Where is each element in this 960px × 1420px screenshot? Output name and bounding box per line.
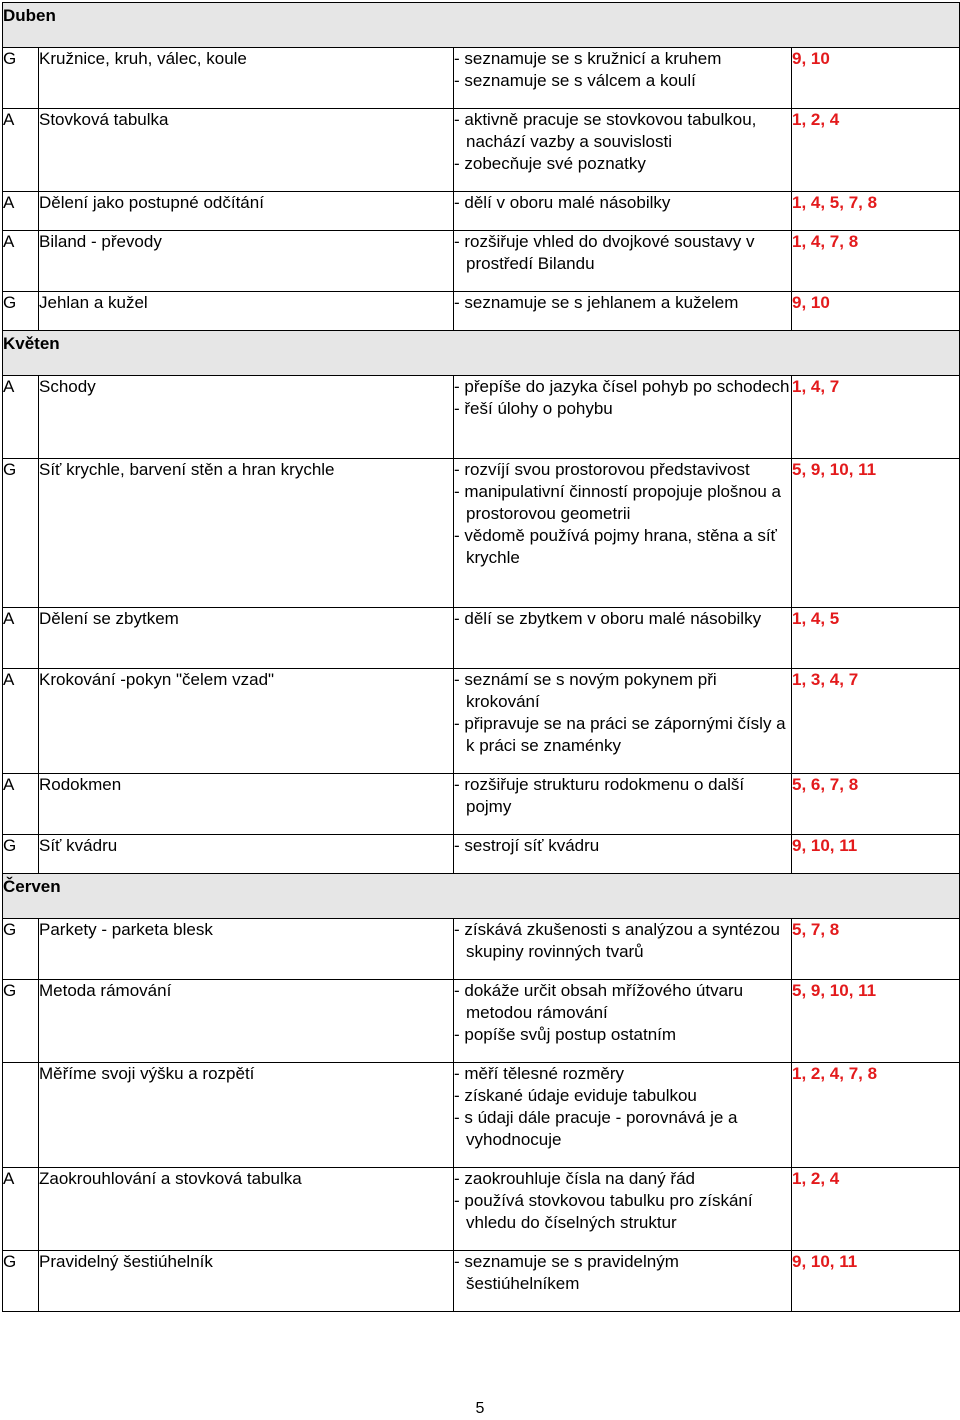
table-row bbox=[3, 608, 960, 669]
category-cell: G bbox=[3, 459, 39, 608]
table-row bbox=[3, 48, 960, 109]
goals-cell bbox=[454, 774, 792, 835]
competency-codes-cell: 5, 9, 10, 11 bbox=[792, 459, 960, 608]
competency-codes-cell: 1, 2, 4 bbox=[792, 1168, 960, 1251]
curriculum-table bbox=[2, 2, 960, 1312]
goals-cell bbox=[454, 608, 792, 669]
competency-codes-cell: 1, 2, 4, 7, 8 bbox=[792, 1063, 960, 1168]
goal-item: - zaokrouhluje čísla na daný řád bbox=[454, 1169, 695, 1188]
topic-cell: Metoda rámování bbox=[39, 980, 454, 1063]
month-title: Červen bbox=[3, 877, 61, 896]
goals-cell bbox=[454, 459, 792, 608]
table-row bbox=[3, 459, 960, 608]
month-header bbox=[3, 874, 960, 919]
category-cell: A bbox=[3, 1168, 39, 1251]
month-header bbox=[3, 3, 960, 48]
goal-item: - seznamuje se s jehlanem a kuželem bbox=[454, 293, 739, 312]
category-cell bbox=[3, 1063, 39, 1168]
category-cell: G bbox=[3, 835, 39, 874]
topic-cell: Jehlan a kužel bbox=[39, 292, 454, 331]
goal-item: - rozvíjí svou prostorovou představivost bbox=[454, 460, 750, 479]
goals-cell bbox=[454, 292, 792, 331]
goal-item: - vědomě používá pojmy hrana, stěna a síť krychle bbox=[454, 526, 777, 567]
month-title: Duben bbox=[3, 6, 56, 25]
category-cell: G bbox=[3, 919, 39, 980]
topic-cell: Síť kvádru bbox=[39, 835, 454, 874]
goals-cell bbox=[454, 192, 792, 231]
goal-item: - manipulativní činností propojuje plošnou a prostorovou geometrii bbox=[454, 482, 781, 523]
competency-codes-cell: 9, 10, 11 bbox=[792, 1251, 960, 1312]
category-cell: A bbox=[3, 608, 39, 669]
topic-cell: Stovková tabulka bbox=[39, 109, 454, 192]
goal-item: - přepíše do jazyka čísel pohyb po schodech bbox=[454, 377, 790, 396]
competency-codes-cell: 5, 9, 10, 11 bbox=[792, 980, 960, 1063]
table-row bbox=[3, 1168, 960, 1251]
goal-item: - získává zkušenosti s analýzou a syntézou skupiny rovinných tvarů bbox=[454, 920, 780, 961]
topic-cell: Krokování -pokyn "čelem vzad" bbox=[39, 669, 454, 774]
goal-item: - aktivně pracuje se stovkovou tabulkou, nachází vazby a souvislosti bbox=[454, 110, 757, 151]
topic-cell: Rodokmen bbox=[39, 774, 454, 835]
category-cell: G bbox=[3, 1251, 39, 1312]
topic-cell: Měříme svoji výšku a rozpětí bbox=[39, 1063, 454, 1168]
goal-item: - používá stovkovou tabulku pro získání vhledu do číselných struktur bbox=[454, 1191, 753, 1232]
topic-cell: Parkety - parketa blesk bbox=[39, 919, 454, 980]
month-header bbox=[3, 331, 960, 376]
goals-cell bbox=[454, 1168, 792, 1251]
goal-item: - získané údaje eviduje tabulkou bbox=[454, 1086, 697, 1105]
goals-cell bbox=[454, 919, 792, 980]
goals-cell bbox=[454, 1251, 792, 1312]
topic-cell: Kružnice, kruh, válec, koule bbox=[39, 48, 454, 109]
competency-codes-cell: 5, 7, 8 bbox=[792, 919, 960, 980]
competency-codes-cell: 1, 4, 7 bbox=[792, 376, 960, 459]
topic-cell: Biland - převody bbox=[39, 231, 454, 292]
competency-codes-cell: 1, 4, 7, 8 bbox=[792, 231, 960, 292]
goals-cell bbox=[454, 980, 792, 1063]
category-cell: G bbox=[3, 292, 39, 331]
category-cell: A bbox=[3, 376, 39, 459]
topic-cell: Pravidelný šestiúhelník bbox=[39, 1251, 454, 1312]
month-title: Květen bbox=[3, 334, 60, 353]
table-row bbox=[3, 1063, 960, 1168]
goal-item: - seznamuje se s kružnicí a kruhem bbox=[454, 49, 722, 68]
competency-codes-cell: 5, 6, 7, 8 bbox=[792, 774, 960, 835]
competency-codes-cell: 9, 10, 11 bbox=[792, 835, 960, 874]
competency-codes-cell: 1, 4, 5 bbox=[792, 608, 960, 669]
category-cell: G bbox=[3, 48, 39, 109]
goals-cell bbox=[454, 376, 792, 459]
goal-item: - popíše svůj postup ostatním bbox=[454, 1025, 677, 1044]
table-row bbox=[3, 835, 960, 874]
topic-cell: Dělení se zbytkem bbox=[39, 608, 454, 669]
table-row bbox=[3, 292, 960, 331]
competency-codes-cell: 1, 3, 4, 7 bbox=[792, 669, 960, 774]
category-cell: A bbox=[3, 774, 39, 835]
goal-item: - dělí v oboru malé násobilky bbox=[454, 193, 671, 212]
topic-cell: Schody bbox=[39, 376, 454, 459]
month-header-row bbox=[3, 3, 960, 48]
goal-item: - s údaji dále pracuje - porovnává je a vyhodnocuje bbox=[454, 1108, 738, 1149]
goal-item: - řeší úlohy o pohybu bbox=[454, 399, 613, 418]
goal-item: - připravuje se na práci se zápornými čísly a k práci se znaménky bbox=[454, 714, 786, 755]
goal-item: - měří tělesné rozměry bbox=[454, 1064, 625, 1083]
goal-item: - dokáže určit obsah mřížového útvaru metodou rámování bbox=[454, 981, 744, 1022]
topic-cell: Síť krychle, barvení stěn a hran krychle bbox=[39, 459, 454, 608]
competency-codes-cell: 1, 2, 4 bbox=[792, 109, 960, 192]
month-header-row bbox=[3, 331, 960, 376]
table-row bbox=[3, 192, 960, 231]
table-row bbox=[3, 231, 960, 292]
table-row bbox=[3, 919, 960, 980]
goal-item: - seznámí se s novým pokynem při krokování bbox=[454, 670, 717, 711]
goals-cell bbox=[454, 48, 792, 109]
curriculum-table-body bbox=[3, 3, 960, 1312]
goals-cell bbox=[454, 1063, 792, 1168]
category-cell: A bbox=[3, 669, 39, 774]
competency-codes-cell: 1, 4, 5, 7, 8 bbox=[792, 192, 960, 231]
topic-cell: Zaokrouhlování a stovková tabulka bbox=[39, 1168, 454, 1251]
goal-item: - sestrojí síť kvádru bbox=[454, 836, 600, 855]
goal-item: - seznamuje se s válcem a koulí bbox=[454, 71, 696, 90]
table-row bbox=[3, 669, 960, 774]
goals-cell bbox=[454, 109, 792, 192]
category-cell: G bbox=[3, 980, 39, 1063]
goal-item: - seznamuje se s pravidelným šestiúhelníkem bbox=[454, 1252, 679, 1293]
table-row bbox=[3, 376, 960, 459]
month-header-row bbox=[3, 874, 960, 919]
competency-codes-cell: 9, 10 bbox=[792, 48, 960, 109]
table-row bbox=[3, 980, 960, 1063]
category-cell: A bbox=[3, 231, 39, 292]
goals-cell bbox=[454, 669, 792, 774]
goals-cell bbox=[454, 231, 792, 292]
goal-item: - rozšiřuje strukturu rodokmenu o další pojmy bbox=[454, 775, 745, 816]
competency-codes-cell: 9, 10 bbox=[792, 292, 960, 331]
goals-cell bbox=[454, 835, 792, 874]
table-row bbox=[3, 774, 960, 835]
table-row bbox=[3, 1251, 960, 1312]
goal-item: - dělí se zbytkem v oboru malé násobilky bbox=[454, 609, 762, 628]
table-row bbox=[3, 109, 960, 192]
page-number: 5 bbox=[475, 1400, 485, 1417]
goal-item: - zobecňuje své poznatky bbox=[454, 154, 646, 173]
category-cell: A bbox=[3, 109, 39, 192]
goal-item: - rozšiřuje vhled do dvojkové soustavy v prostředí Bilandu bbox=[454, 232, 755, 273]
topic-cell: Dělení jako postupné odčítání bbox=[39, 192, 454, 231]
category-cell: A bbox=[3, 192, 39, 231]
